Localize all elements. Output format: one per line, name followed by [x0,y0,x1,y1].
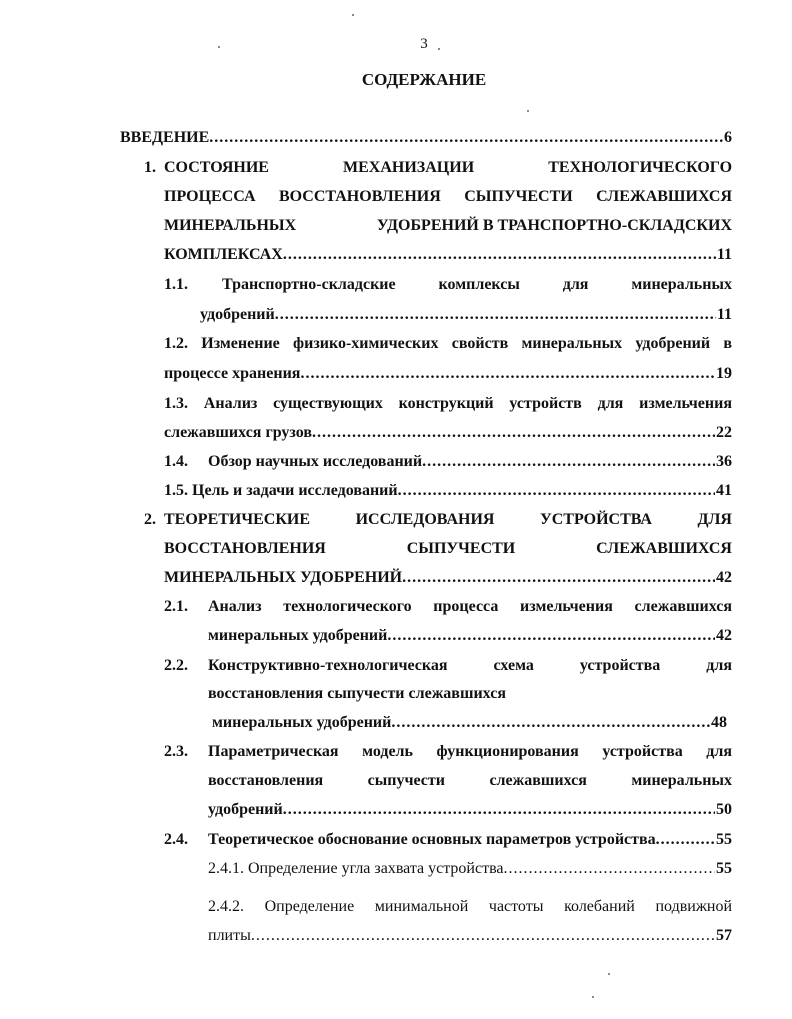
toc-entry-2-3-line1[interactable]: Параметрическая модель функционирования устройства для [208,743,732,760]
toc-entry-1-line2: ПРОЦЕССА ВОССТАНОВЛЕНИЯ СЫПУЧЕСТИ СЛЕЖАВШИХСЯ [164,188,732,205]
toc-num-2-1: 2.1. [164,598,188,615]
toc-entry-2-4-2-line1[interactable]: 2.4.2. Определение минимальной частоты колебаний подвижной [208,898,732,915]
toc-leader [398,481,715,501]
toc-entry-2-2-line3[interactable]: минеральных удобрений ..... 48 [212,713,727,733]
toc-entry-2-2-line1[interactable]: Конструктивно-технологическая схема устройства для [208,657,732,674]
toc-page: 42 [716,627,732,644]
toc-page: 55 [716,831,732,848]
toc-page: 57 [716,927,732,944]
toc-leader [387,626,715,646]
toc-entry-1-1-line2[interactable]: удобрений ..... 11 [200,305,732,325]
toc-entry-1-1-line1[interactable]: Транспортно-складские комплексы для минеральных [222,276,732,293]
toc-entry-2-line2: ВОССТАНОВЛЕНИЯ СЫПУЧЕСТИ СЛЕЖАВШИХСЯ [164,540,732,557]
toc-page: 41 [716,482,732,499]
toc-entry-2-2-line2: восстановления сыпучести слежавшихся [208,685,506,702]
toc-page: 6 [724,129,732,146]
toc-entry-intro[interactable] [120,128,732,148]
toc-entry-1-line3: МИНЕРАЛЬНЫХ УДОБРЕНИЙ В ТРАНСПОРТНО-СКЛАДСКИХ [164,217,732,234]
toc-page: 11 [716,246,732,263]
toc-num-1-1: 1.1. [164,276,188,293]
scan-speck [527,110,529,112]
toc-entry-2-3-line2: восстановления сыпучести слежавшихся минеральных [208,772,732,789]
toc-entry-1-line1[interactable]: СОСТОЯНИЕ МЕХАНИЗАЦИИ ТЕХНОЛОГИЧЕСКОГО [164,159,733,176]
toc-entry-1-2-line1[interactable]: 1.2. Изменение физико-химических свойств минеральных удобрений в [164,335,732,352]
toc-leader [283,245,716,265]
toc-entry-1-5[interactable]: 1.5. Цель и задачи исследований ..... 41 [164,481,732,501]
page-number: 3 [420,36,428,52]
toc-num-1: 1. [144,159,156,176]
toc-num-2-4: 2.4. [164,831,188,848]
toc-entry-2-4[interactable]: Теоретическое обоснование основных параметров устройства ..... 55 [208,830,732,850]
toc-page: 48 [711,714,727,731]
toc-leader [300,364,715,384]
toc-page: 55 [716,860,732,877]
toc-num-1-4: 1.4. [164,453,188,470]
scan-speck [592,996,594,998]
toc-page: 42 [716,569,732,586]
scan-speck [352,14,354,16]
toc-entry-1-line4[interactable]: КОМПЛЕКСАХ ..... 11 [164,245,732,265]
scan-speck [218,46,220,48]
toc-leader [283,800,715,820]
toc-label: ВВЕДЕНИЕ [120,129,210,146]
toc-num-2-3: 2.3. [164,743,188,760]
toc-leader [422,452,715,472]
toc-entry-1-3-line1[interactable]: 1.3. Анализ существующих конструкций устройств для измельчения [164,395,732,412]
toc-entry-2-4-2-line2[interactable]: плиты ..... 57 [208,926,732,946]
toc-entry-1-3-line2[interactable]: слежавшихся грузов ..... 22 [164,423,732,443]
scan-speck [608,973,610,975]
toc-page: 19 [716,365,732,382]
toc-entry-2-line3[interactable]: МИНЕРАЛЬНЫХ УДОБРЕНИЙ ..... 42 [164,568,732,588]
toc-leader [251,926,715,946]
toc-entry-2-1-line2[interactable]: минеральных удобрений ..... 42 [208,626,732,646]
toc-page: 50 [716,801,732,818]
toc-entry-1-2-line2[interactable]: процессе хранения ..... 19 [164,364,732,384]
toc-entry-2-3-line3[interactable]: удобрений ..... 50 [208,800,732,820]
toc-leader [656,830,715,850]
toc-leader [402,568,715,588]
scan-speck [438,48,440,50]
toc-entry-2-line1[interactable]: ТЕОРЕТИЧЕСКИЕ ИССЛЕДОВАНИЯ УСТРОЙСТВА ДЛЯ [164,511,732,528]
toc-entry-1-4[interactable]: Обзор научных исследований ..... 36 [208,452,732,472]
toc-leader [275,305,716,325]
toc-num-2: 2. [144,511,156,528]
toc-entry-2-4-1[interactable]: 2.4.1. Определение угла захвата устройства ..... 55 [208,859,732,879]
toc-leader [312,423,715,443]
toc-page: 22 [716,424,732,441]
toc-leader [504,859,715,879]
toc-leader [209,128,723,148]
toc-leader [391,713,710,733]
page-title: СОДЕРЖАНИЕ [361,70,487,89]
toc-num-2-2: 2.2. [164,657,188,674]
toc-entry-2-1-line1[interactable]: Анализ технологического процесса измельчения слежавшихся [208,598,732,615]
toc-page: 36 [716,453,732,470]
toc-page: 11 [716,306,732,323]
